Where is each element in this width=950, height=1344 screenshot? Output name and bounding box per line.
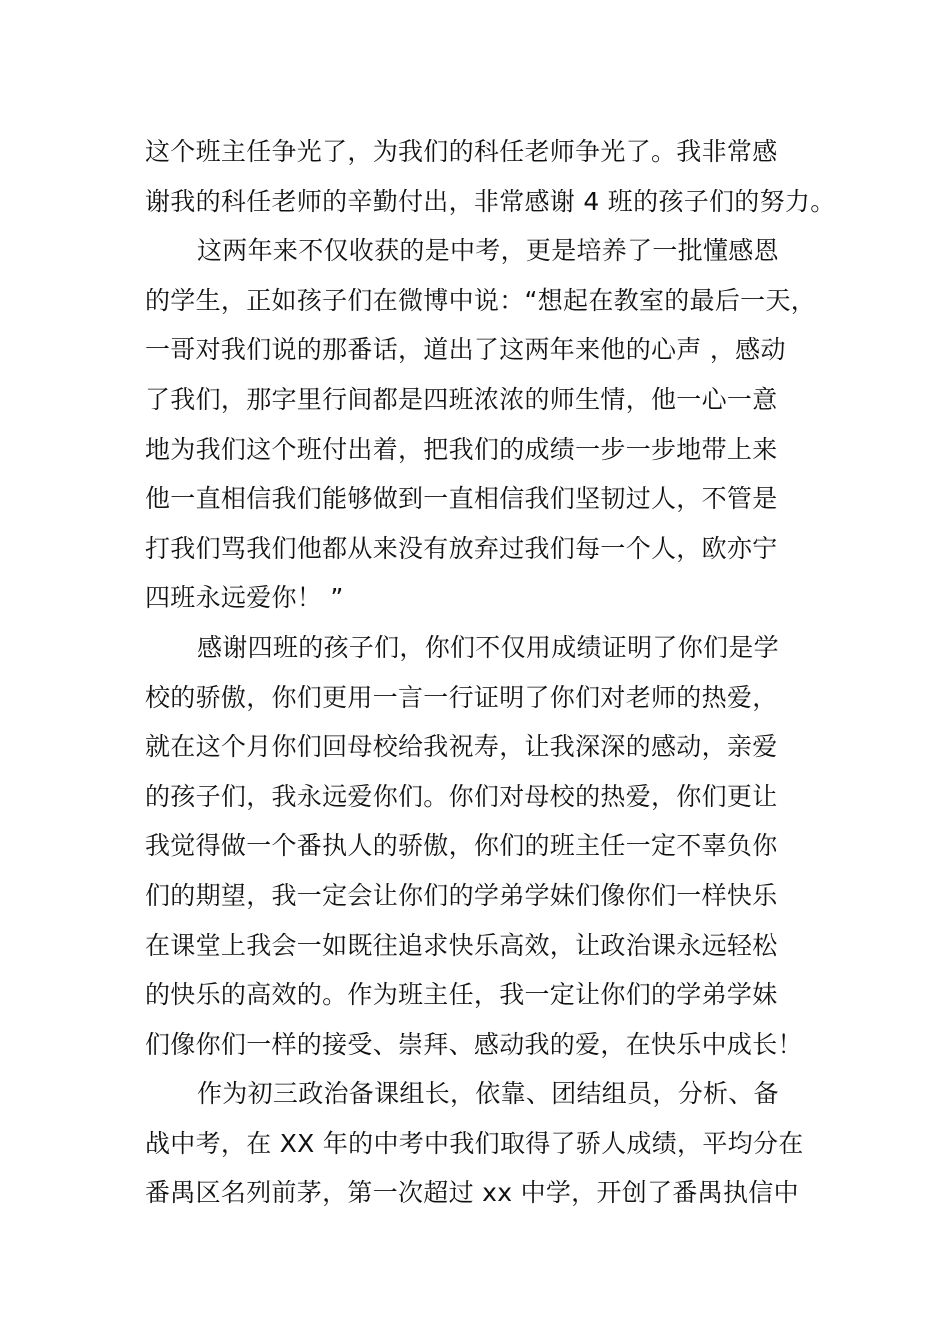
text-line: 我觉得做一个番执人的骄傲，你们的班主任一定不辜负你 [145,831,778,861]
text-line: 了我们，那字里行间都是四班浓浓的师生情，他一心一意 [145,384,778,414]
text-line: 战中考，在 XX 年的中考中我们取得了骄人成绩，平均分在 [145,1128,804,1158]
text-line: 的快乐的高效的。作为班主任，我一定让你们的学弟学妹 [145,980,778,1010]
text-line: 地为我们这个班付出着，把我们的成绩一步一步地带上来 [145,434,778,464]
body-text [145,127,836,1218]
text-line: 这个班主任争光了，为我们的科任老师争光了。我非常感 [145,137,778,166]
text-line: 番禺区名列前茅，第一次超过 xx 中学，开创了番禺执信中 [145,1178,799,1208]
text-line: 校的骄傲，你们更用一言一行证明了你们对老师的热爱， [145,682,778,712]
text-line: 四班永远爱你！ ” [145,583,344,613]
paragraph-start-line: 作为初三政治备课组长，依靠、团结组员，分析、备 [197,1079,779,1109]
text-line: 他一直相信我们能够做到一直相信我们坚韧过人，不管是 [145,484,778,514]
text-line: 就在这个月你们回母校给我祝寿，让我深深的感动，亲爱 [145,732,778,762]
paragraph-start-line: 这两年来不仅收获的是中考，更是培养了一批懂感恩 [197,236,779,266]
text-line: 谢我的科任老师的辛勤付出，非常感谢 4 班的孩子们的努力。 [145,186,836,216]
text-line: 们像你们一样的接受、崇拜、感动我的爱，在快乐中成长！ [145,1029,803,1059]
text-line: 的孩子们，我永远爱你们。你们对母校的热爱，你们更让 [145,781,778,811]
text-line: 的学生，正如孩子们在微博中说：“想起在教室的最后一天， [145,285,817,315]
text-line: 一哥对我们说的那番话，道出了这两年来他的心声 ，感动 [145,335,786,365]
text-line: 们的期望，我一定会让你们的学弟学妹们像你们一样快乐 [145,880,778,910]
paragraph-start-line: 感谢四班的孩子们，你们不仅用成绩证明了你们是学 [197,632,779,662]
text-line: 打我们骂我们他都从来没有放弃过我们每一个人，欧亦宁 [145,533,778,563]
text-line: 在课堂上我会一如既往追求快乐高效，让政治课永远轻松 [145,930,778,960]
